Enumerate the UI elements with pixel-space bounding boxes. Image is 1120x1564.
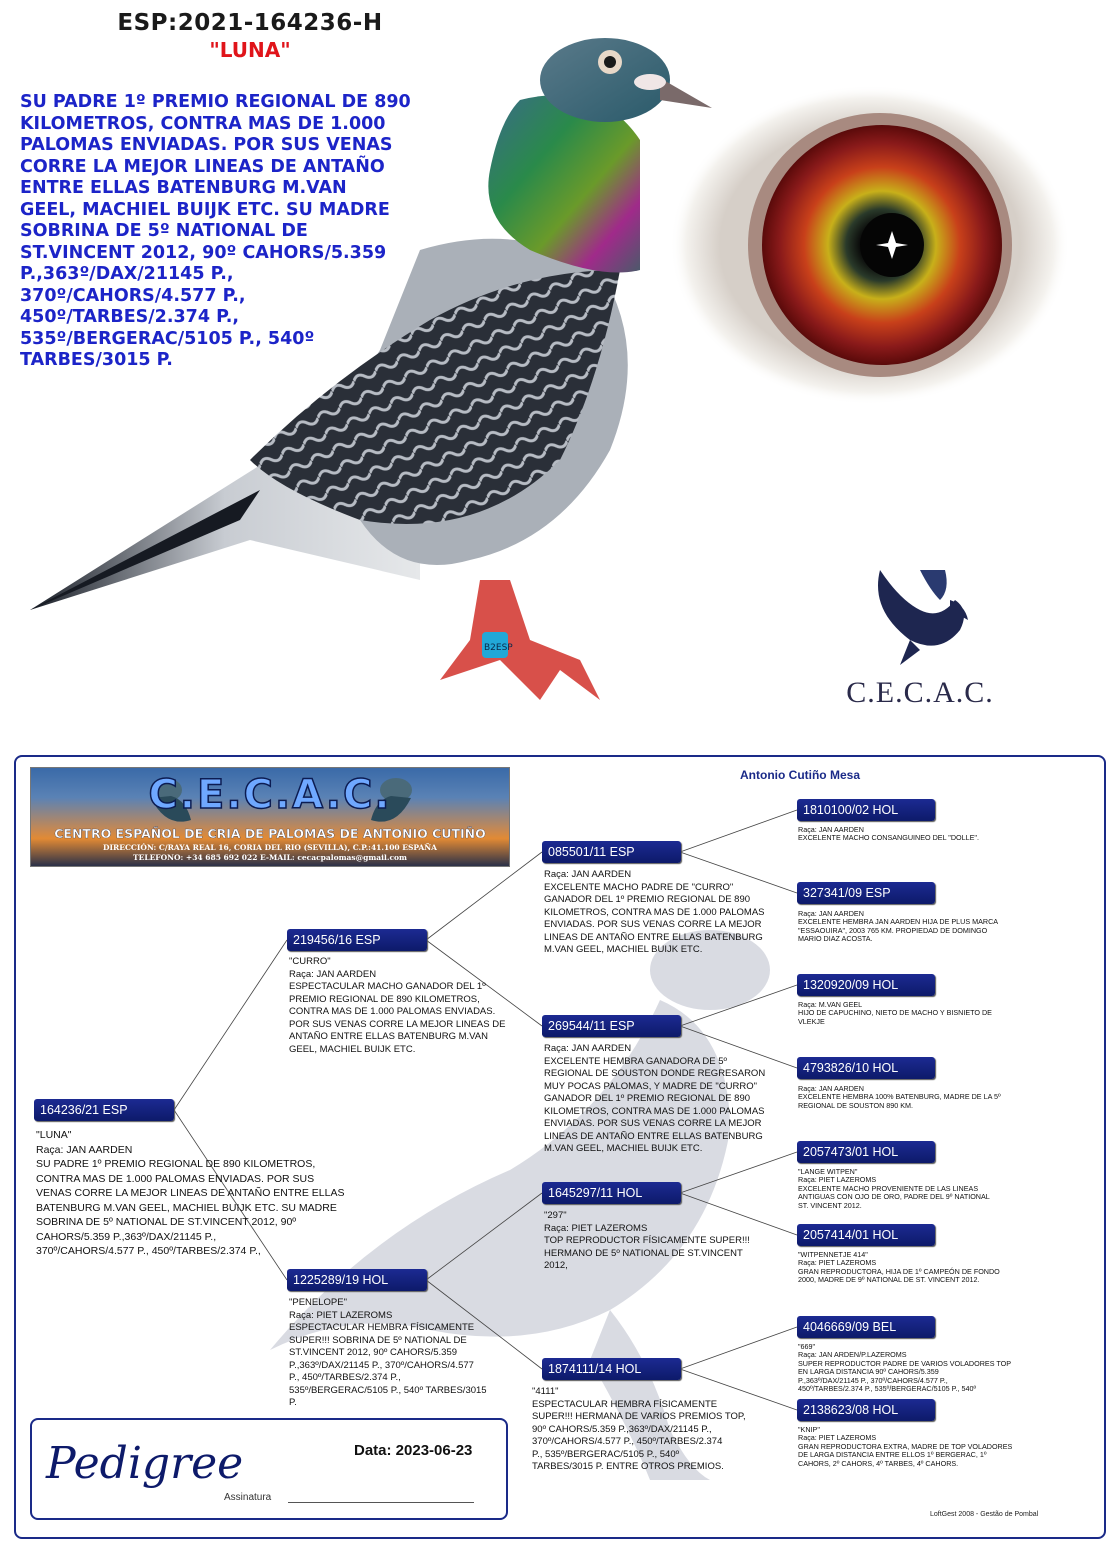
ggp-2-info: Raça: JAN AARDEN EXCELENTE HEMBRA JAN AARDEN HIJA DE PLUS MARCA "ESSAOUIRA", 2003 765 KM. PROPIEDAD DE DOMINGO MARIO DIAZ ACOSTA. [798,909,999,944]
subject-info: "LUNA" Raça: JAN AARDEN SU PADRE 1º PREMIO REGIONAL DE 890 KILOMETROS, CONTRA MAS DE 1.000 PALOMAS ENVIADAS. POR SUS VENAS CORRE LA MEJOR LINEAS DE ANTAÑO ENTRE ELLAS BATENBURG M.VAN GEEL, MACHIEL BUIJK ETC. SU MADRE SOBRINA DE 5º NATIONAL DE ST.VINCENT 2012, 90º CAHORS/5.359 P.,363º/DAX/21145 P., 370º/CAHORS/4.577 P., 450º/TARBES/2.374 P., [36,1129,345,1257]
banner-subtitle: CENTRO ESPAÑOL DE CRIA DE PALOMAS DE ANTONIO CUTIÑO [54,826,486,841]
grandsire-paternal-info: Raça: JAN AARDEN EXCELENTE MACHO PADRE DE "CURRO" GANADOR DEL 1º PREMIO REGIONAL DE 890 KILOMETROS, CONTRA MAS DE 1.000 PALOMAS ENVIADAS. POR SUS VENAS CORRE LA MEJOR LINEAS DE ANTAÑO ENTRE ELLAS BATENBURG M.VAN GEEL, MACHIEL BUIJK ETC. [544,869,765,955]
grandsire-maternal-ring[interactable]: 1645297/11 HOL [542,1182,681,1204]
grandsire-paternal-ring[interactable]: 085501/11 ESP [542,841,681,863]
software-footer: LoftGest 2008 - Gestão de Pombal [930,1511,1039,1518]
pigeon-eye-photo [660,85,1080,415]
ggp-6-info: "WITPENNETJE 414" Raça: PIET LAZEROMS GRAN REPRODUCTORA, HIJA DE 1º CAMPEÓN DE FONDO 2000, MADRE DE 9º NATIONAL DE ST. VINCENT 2012. [798,1250,1000,1285]
ggp-3-info: Raça: M.VAN GEEL HIJO DE CAPUCHINO, NIETO DE MACHO Y BISNIETO DE VLEKJE [798,1000,992,1026]
ggp-7-ring[interactable]: 4046669/09 BEL [797,1316,935,1338]
granddam-paternal-info: Raça: JAN AARDEN EXCELENTE HEMBRA GANADORA DE 5º REGIONAL DE SOUSTON DONDE REGRESARON MUY POCAS PALOMAS, Y MADRE DE "CURRO" GANADOR DEL 1º PREMIO REGIONAL DE 890 KILOMETROS, CONTRA MAS DE 1.000 PALOMAS ENVIADAS. POR SUS VENAS CORRE LA MEJOR LINEAS DE ANTAÑO ENTRE ELLAS BATENBURG M.VAN GEEL, MACHIEL BUIJK ETC. [544,1043,766,1154]
ggp-4-ring[interactable]: 4793826/10 HOL [797,1057,935,1079]
banner-phone: TELEFONO: +34 685 692 022 E-MAIL: cecacpalomas@gmail.com [133,853,407,862]
grandsire-maternal-info: "297" Raça: PIET LAZEROMS TOP REPRODUCTOR FÍSICAMENTE SUPER!!! HERMANO DE 5º NATIONAL DE ST.VINCENT 2012, [544,1210,750,1271]
subject-ring[interactable]: 164236/21 ESP [34,1099,174,1121]
ggp-6-ring[interactable]: 2057414/01 HOL [797,1224,935,1246]
ggp-2-ring[interactable]: 327341/09 ESP [797,882,935,904]
cecac-banner [30,767,510,867]
ggp-1-ring[interactable]: 1810100/02 HOL [797,799,935,821]
ggp-7-info: "669" Raça: JAN ARDEN/P.LAZEROMS SUPER REPRODUCTOR PADRE DE VARIOS VOLADORES TOP EN LARGA DISTANCIA 90º CAHORS/5.359 P.,363º/DAX/21145 P., 370º/CAHORS/4.577 P., 450º/TARBES/2.374 P., 535º/BERGERAC/5105 P., 540º [798,1342,1012,1394]
granddam-maternal-ring[interactable]: 1874111/14 HOL [542,1358,681,1380]
ggp-4-info: Raça: JAN AARDEN EXCELENTE HEMBRA 100% BATENBURG, MADRE DE LA 5º REGIONAL DE SOUSTON 890 KM. [798,1084,1001,1110]
banner-address: DIRECCIÓN: C/RAYA REAL 16, CORIA DEL RIO (SEVILLA), C.P.:41.100 ESPAÑA [103,843,437,852]
pedigree-date: Data: 2023-06-23 [354,1442,473,1459]
signature-line[interactable] [288,1502,474,1503]
dam-info: "PENELOPE" Raça: PIET LAZEROMS ESPECTACULAR HEMBRA FÍSICAMENTE SUPER!!! SOBRINA DE 5º NATIONAL DE ST.VINCENT 2012, 90º CAHORS/5.359 P.,363º/DAX/21145 P., 370º/CAHORS/4.577 P., 450º/TARBES/2.374 P., 535º/BERGERAC/5105 P., 540º TARBES/3015 P. [289,1297,487,1408]
cecac-dove-logo [850,560,990,670]
header-ring-number: ESP:2021-164236-H [117,10,383,36]
ggp-5-ring[interactable]: 2057473/01 HOL [797,1141,935,1163]
granddam-paternal-ring[interactable]: 269544/11 ESP [542,1015,681,1037]
ggp-3-ring[interactable]: 1320920/09 HOL [797,974,935,996]
signature-box [30,1418,508,1520]
ggp-8-info: "KNIP" Raça: PIET LAZEROMS GRAN REPRODUCTORA EXTRA, MADRE DE TOP VOLADORES DE LARGA DISTANCIA ENTRE ELLOS 1º BERGERAC, 1º CAHORS, 2º CAHORS, 4º TARBES, 4º CAHORS. [798,1425,1013,1468]
leg-band-text: B2ESP [484,643,513,653]
ggp-8-ring[interactable]: 2138623/08 HOL [797,1399,935,1421]
header-description: SU PADRE 1º PREMIO REGIONAL DE 890 KILOMETROS, CONTRA MAS DE 1.000 PALOMAS ENVIADAS. POR SUS VENAS CORRE LA MEJOR LINEAS DE ANTAÑO ENTRE ELLAS BATENBURG M.VAN GEEL, MACHIEL BUIJK ETC. SU MADRE SOBRINA DE 5º NATIONAL DE ST.VINCENT 2012, 90º CAHORS/5.359 P.,363º/DAX/21145 P., 370º/CAHORS/4.577 P., 450º/TARBES/2.374 P., 535º/BERGERAC/5105 P., 540º TARBES/3015 P. [20,92,411,370]
header-pigeon-name: "LUNA" [209,38,291,62]
sire-info: "CURRO" Raça: JAN AARDEN ESPECTACULAR MACHO GANADOR DEL 1º PREMIO REGIONAL DE 890 KILOMETROS, CONTRA MAS DE 1.000 PALOMAS ENVIADAS. POR SUS VENAS CORRE LA MEJOR LINEAS DE ANTAÑO ENTRE ELLAS BATENBURG M.VAN GEEL, MACHIEL BUIJK ETC. [289,956,506,1055]
ggp-1-info: Raça: JAN AARDEN EXCELENTE MACHO CONSANGUINEO DEL "DOLLE". [798,825,979,843]
dam-ring[interactable]: 1225289/19 HOL [287,1269,427,1291]
sire-ring[interactable]: 219456/16 ESP [287,929,427,951]
cecac-logo-text: C.E.C.A.C. [846,676,994,709]
owner-name: Antonio Cutiño Mesa [740,768,860,782]
ggp-5-info: "LANGE WITPEN" Raça: PIET LAZEROMS EXCELENTE MACHO PROVENIENTE DE LAS LINEAS ANTIGUAS CON OJO DE ORO, PADRE DEL 9º NATIONAL ST. VINCENT 2012. [798,1167,990,1210]
pedigree-script-title: Pedigree [46,1438,244,1489]
granddam-maternal-info: "4111" ESPECTACULAR HEMBRA FÍSICAMENTE SUPER!!! HERMANA DE VARIOS PREMIOS TOP, 90º CAHORS/5.359 P.,363º/DAX/21145 P., 370º/CAHORS/4.577 P., 450º/TARBES/2.374 P., 535º/BERGERAC/5105 P., 540º TARBES/3015 P. ENTRE OTROS PREMIOS. [532,1386,746,1472]
signature-label: Assinatura [224,1492,272,1503]
banner-title: C.E.C.A.C. [148,772,392,818]
